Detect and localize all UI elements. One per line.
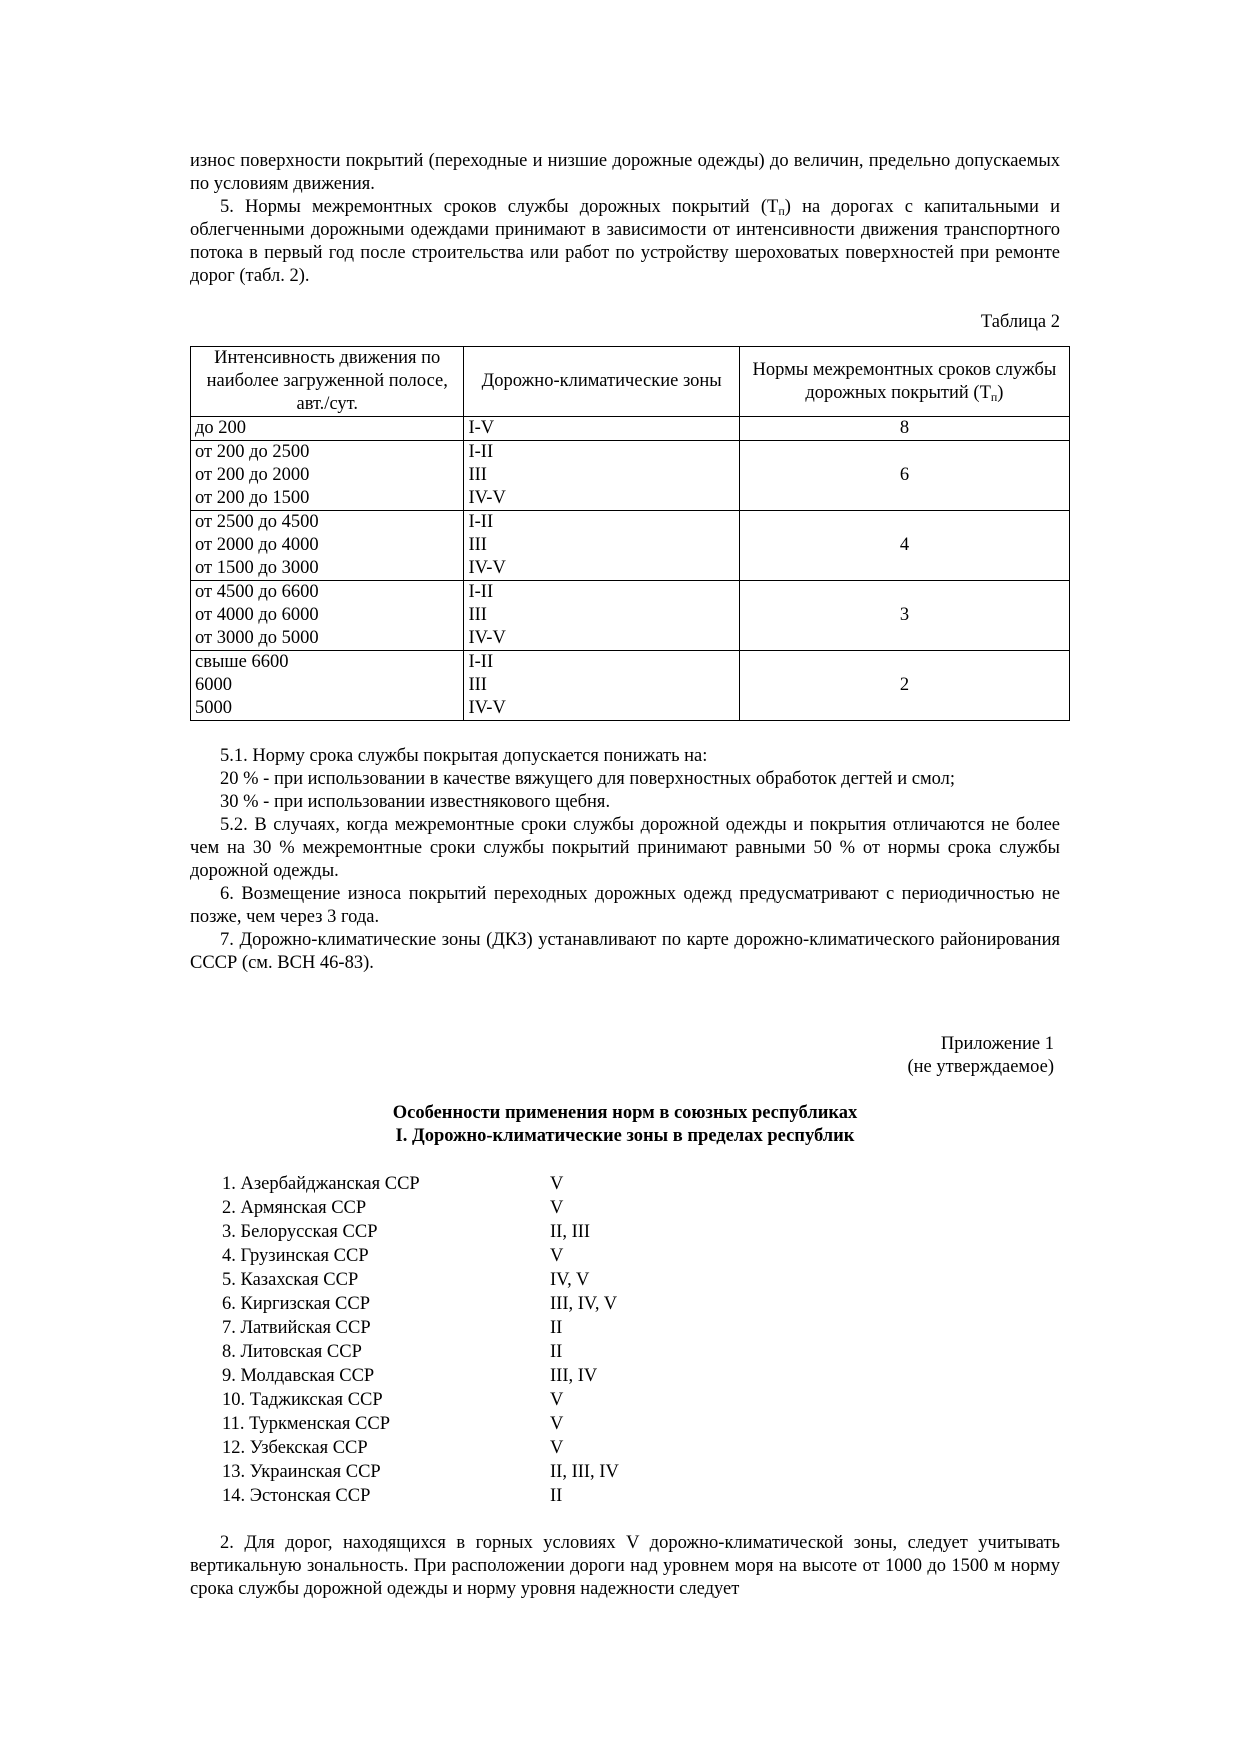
list-item	[222, 1412, 1060, 1436]
table-header-row	[191, 347, 1070, 417]
cell-norm-value: 2	[739, 651, 1069, 721]
republic-name: 3. Белорусская ССР	[222, 1222, 378, 1242]
cell-intensity-line: 5000	[195, 698, 232, 718]
cell-zones-line: III	[468, 605, 487, 625]
cell-norm-value: 6	[739, 441, 1069, 511]
cell-zones-line: I-II	[468, 512, 494, 532]
document-page	[190, 150, 1060, 1601]
table-row	[191, 417, 1070, 441]
table-caption: Таблица 2	[980, 312, 1060, 332]
cell-zones-line: IV-V	[468, 558, 506, 578]
republic-zones: III, IV	[550, 1366, 598, 1386]
appendix-heading	[190, 1102, 1060, 1148]
cell-zones-line: I-II	[468, 582, 494, 602]
republic-name: 14. Эстонская ССР	[222, 1486, 371, 1506]
republic-name: 12. Узбекская ССР	[222, 1438, 368, 1458]
cell-intensity-line: от 2500 до 4500	[195, 512, 319, 532]
header-norms	[739, 347, 1069, 417]
after-table-text	[190, 745, 1060, 975]
text-run: 5. Нормы межремонтных сроков службы дорожных покрытий (Т	[220, 197, 779, 217]
list-item	[222, 1340, 1060, 1364]
cell-intensity-line: 6000	[195, 675, 232, 695]
republic-name: 4. Грузинская ССР	[222, 1246, 369, 1266]
cell-intensity-line: от 3000 до 5000	[195, 628, 319, 648]
cell-zones-line: I-II	[468, 442, 494, 462]
header-zones: Дорожно-климатические зоны	[464, 347, 739, 417]
cell-intensity	[191, 581, 464, 651]
cell-norm-value: 3	[739, 581, 1069, 651]
republic-name: 11. Туркменская ССР	[222, 1414, 390, 1434]
table-row	[191, 441, 1070, 511]
intro-paragraph-continuation: износ поверхности покрытий (переходные и низшие дорожные одежды) до величин, предельно допускаемых по условиям движения.	[190, 151, 1060, 194]
cell-intensity	[191, 511, 464, 581]
republic-name: 9. Молдавская ССР	[222, 1366, 375, 1386]
list-item	[222, 1388, 1060, 1412]
republic-zones: II	[550, 1318, 563, 1338]
appendix-label-block	[190, 1033, 1060, 1079]
list-item	[222, 1316, 1060, 1340]
cell-intensity	[191, 441, 464, 511]
cell-intensity-line: от 200 до 1500	[195, 488, 310, 508]
subscript: п	[778, 204, 785, 218]
cell-intensity-line: до 200	[195, 418, 247, 438]
list-item	[222, 1196, 1060, 1220]
text-run: Нормы межремонтных сроков службы дорожных покрытий (Т	[752, 359, 1057, 403]
cell-norm-value: 8	[739, 417, 1069, 441]
list-item	[222, 1172, 1060, 1196]
republic-zones: V	[550, 1246, 564, 1266]
republic-zones: II	[550, 1486, 563, 1506]
header-intensity: Интенсивность движения по наиболее загруженной полосе, авт./сут.	[191, 347, 464, 417]
paragraph-7: 7. Дорожно-климатические зоны (ДКЗ) устанавливают по карте дорожно-климатического районирования СССР (см. ВСН 46-83).	[190, 930, 1060, 973]
republic-name: 8. Литовская ССР	[222, 1342, 362, 1362]
republic-zones: V	[550, 1174, 564, 1194]
republic-zones: III, IV, V	[550, 1294, 618, 1314]
cell-zones-line: III	[468, 535, 487, 555]
republic-zones: V	[550, 1438, 564, 1458]
cell-zones	[464, 441, 739, 511]
list-item	[222, 1244, 1060, 1268]
cell-intensity-line: от 200 до 2000	[195, 465, 310, 485]
cell-zones-line: I-V	[468, 418, 495, 438]
list-item	[222, 1292, 1060, 1316]
text-run: )	[997, 382, 1004, 403]
paragraph-5-2: 5.2. В случаях, когда межремонтные сроки службы дорожной одежды и покрытия отличаются не более чем на 30 % межремонтные сроки службы покрытий принимают равными 50 % от нормы срока службы дорожной одежды.	[190, 815, 1060, 881]
republic-name: 5. Казахская ССР	[222, 1270, 359, 1290]
appendix-paragraph-2: 2. Для дорог, находящихся в горных условиях V дорожно-климатической зоны, следует учитывать вертикальную зональность. При расположении дороги над уровнем моря на высоте от 1000 до 1500 м норму срока службы дорожной одежды и норму уровня надежности следует	[190, 1533, 1060, 1599]
table-row	[191, 651, 1070, 721]
cell-zones	[464, 581, 739, 651]
republic-name: 1. Азербайджанская ССР	[222, 1174, 420, 1194]
list-item	[222, 1436, 1060, 1460]
list-item	[222, 1364, 1060, 1388]
cell-intensity-line: от 4000 до 6000	[195, 605, 319, 625]
list-item	[222, 1220, 1060, 1244]
table-row	[191, 581, 1070, 651]
cell-zones-line: III	[468, 465, 487, 485]
appendix-subtitle: I. Дорожно-климатические зоны в пределах республик	[395, 1126, 855, 1146]
table-row	[191, 511, 1070, 581]
cell-zones	[464, 417, 739, 441]
subscript: п	[990, 389, 998, 404]
republic-zones: V	[550, 1414, 564, 1434]
republics-list	[222, 1172, 1060, 1508]
republic-zones: IV, V	[550, 1270, 590, 1290]
cell-zones-line: IV-V	[468, 698, 506, 718]
paragraph-6: 6. Возмещение износа покрытий переходных дорожных одежд предусматривают с периодичностью не позже, чем через 3 года.	[190, 884, 1060, 927]
cell-intensity-line: свыше 6600	[195, 652, 289, 672]
cell-intensity-line: от 4500 до 6600	[195, 582, 319, 602]
cell-norm-value: 4	[739, 511, 1069, 581]
republic-zones: II, III, IV	[550, 1462, 619, 1482]
republic-name: 6. Киргизская ССР	[222, 1294, 371, 1314]
cell-intensity-line: от 1500 до 3000	[195, 558, 319, 578]
list-item	[222, 1484, 1060, 1508]
republic-name: 7. Латвийская ССР	[222, 1318, 371, 1338]
paragraph-5-1-b: 30 % - при использовании известнякового щебня.	[220, 792, 611, 812]
cell-zones-line: IV-V	[468, 628, 506, 648]
norms-table	[190, 346, 1070, 721]
republic-zones: V	[550, 1198, 564, 1218]
republic-zones: II, III	[550, 1222, 591, 1242]
cell-intensity	[191, 651, 464, 721]
text-run: ) на дорогах с капитальными и облегченными дорожными одеждами принимают в зависимости от интенсивности движения транспортного потока в первый год после строительства или работ по устройству шероховатых поверхностей при ремонте дорог (табл. 2).	[190, 197, 1060, 286]
intro-paragraph-5	[190, 196, 1060, 288]
cell-zones-line: IV-V	[468, 488, 506, 508]
cell-intensity-line: от 200 до 2500	[195, 442, 310, 462]
list-item	[222, 1460, 1060, 1484]
appendix-label: Приложение 1	[940, 1034, 1054, 1054]
appendix-title: Особенности применения норм в союзных республиках	[392, 1103, 858, 1123]
appendix-note: (не утверждаемое)	[907, 1057, 1054, 1077]
republic-name: 13. Украинская ССР	[222, 1462, 381, 1482]
republic-name: 10. Таджикская ССР	[222, 1390, 383, 1410]
cell-zones	[464, 511, 739, 581]
paragraph-5-1: 5.1. Норму срока службы покрытая допускается понижать на:	[220, 746, 708, 766]
cell-intensity	[191, 417, 464, 441]
cell-zones-line: III	[468, 675, 487, 695]
cell-zones	[464, 651, 739, 721]
cell-intensity-line: от 2000 до 4000	[195, 535, 319, 555]
republic-name: 2. Армянская ССР	[222, 1198, 367, 1218]
cell-zones-line: I-II	[468, 652, 494, 672]
list-item	[222, 1268, 1060, 1292]
republic-zones: V	[550, 1390, 564, 1410]
republic-zones: II	[550, 1342, 563, 1362]
paragraph-5-1-a: 20 % - при использовании в качестве вяжущего для поверхностных обработок дегтей и смол;	[220, 769, 956, 789]
